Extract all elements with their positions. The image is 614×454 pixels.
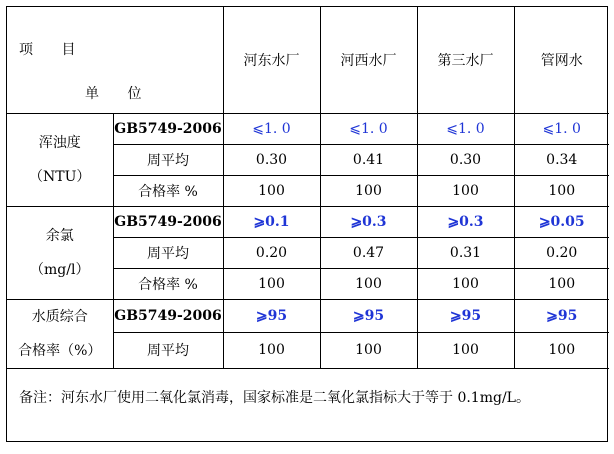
- category-label: 余氯: [45, 227, 74, 244]
- row-label-pass-rate: 合格率 %: [113, 175, 223, 206]
- water-quality-table: [7, 7, 609, 369]
- table-cell: 100: [514, 268, 609, 299]
- standard-value: ⩾95: [417, 299, 514, 333]
- table-cell: 100: [514, 333, 609, 368]
- table-cell: 0.47: [320, 237, 417, 268]
- category-residual-chlorine: [7, 206, 113, 299]
- category-overall-quality: [7, 299, 113, 368]
- table-row: [7, 299, 609, 333]
- table-cell: 100: [320, 175, 417, 206]
- row-label-weekly-average: 周平均: [113, 144, 223, 175]
- row-label-weekly-average: 周平均: [113, 333, 223, 368]
- table-cell: 0.20: [223, 237, 320, 268]
- header-unit-label: 单 位: [85, 86, 154, 102]
- row-label-standard: GB5749-2006: [113, 206, 223, 237]
- table-header-row: [7, 7, 609, 113]
- standard-value: ⩾0.3: [320, 206, 417, 237]
- row-label-pass-rate: 合格率 %: [113, 268, 223, 299]
- table-cell: 0.31: [417, 237, 514, 268]
- table-cell: 100: [514, 175, 609, 206]
- table-cell: 100: [417, 333, 514, 368]
- table-cell: 100: [320, 268, 417, 299]
- standard-value: ⩽1. 0: [417, 113, 514, 144]
- standard-value: ⩾0.05: [514, 206, 609, 237]
- table-cell: 100: [223, 333, 320, 368]
- table-cell: 0.41: [320, 144, 417, 175]
- table-cell: 100: [417, 268, 514, 299]
- table-cell: 100: [223, 268, 320, 299]
- category-unit: （NTU）: [29, 168, 91, 185]
- standard-value: ⩽1. 0: [514, 113, 609, 144]
- category-label: 水质综合: [31, 308, 88, 325]
- table-cell: 0.30: [223, 144, 320, 175]
- header-item-label: 项 目: [19, 42, 88, 58]
- table-cell: 100: [223, 175, 320, 206]
- row-label-standard: GB5749-2006: [113, 113, 223, 144]
- category-unit: （mg/l）: [30, 261, 90, 278]
- remarks-note: 备注：河东水厂使用二氧化氯消毒，国家标准是二氧化氯指标大于等于 0.1mg/L。: [19, 389, 530, 406]
- standard-value: ⩽1. 0: [320, 113, 417, 144]
- category-unit: 合格率（%）: [18, 342, 102, 359]
- table-row: [7, 206, 609, 237]
- column-header-third-plant: 第三水厂: [417, 7, 514, 113]
- standard-value: ⩾95: [320, 299, 417, 333]
- column-header-pipe-network: 管网水: [514, 7, 609, 113]
- table-cell: 100: [320, 333, 417, 368]
- table-row: [7, 113, 609, 144]
- table-cell: 0.20: [514, 237, 609, 268]
- category-label: 浑浊度: [38, 134, 81, 151]
- standard-value: ⩾0.1: [223, 206, 320, 237]
- table-cell: 100: [417, 175, 514, 206]
- table-cell: 0.34: [514, 144, 609, 175]
- header-item-unit-cell: [7, 7, 223, 113]
- standard-value: ⩾0.3: [417, 206, 514, 237]
- row-label-standard: GB5749-2006: [113, 299, 223, 333]
- standard-value: ⩽1. 0: [223, 113, 320, 144]
- water-quality-document: [6, 6, 608, 442]
- column-header-hexi: 河西水厂: [320, 7, 417, 113]
- category-turbidity: [7, 113, 113, 206]
- standard-value: ⩾95: [514, 299, 609, 333]
- standard-value: ⩾95: [223, 299, 320, 333]
- column-header-hedong: 河东水厂: [223, 7, 320, 113]
- table-cell: 0.30: [417, 144, 514, 175]
- row-label-weekly-average: 周平均: [113, 237, 223, 268]
